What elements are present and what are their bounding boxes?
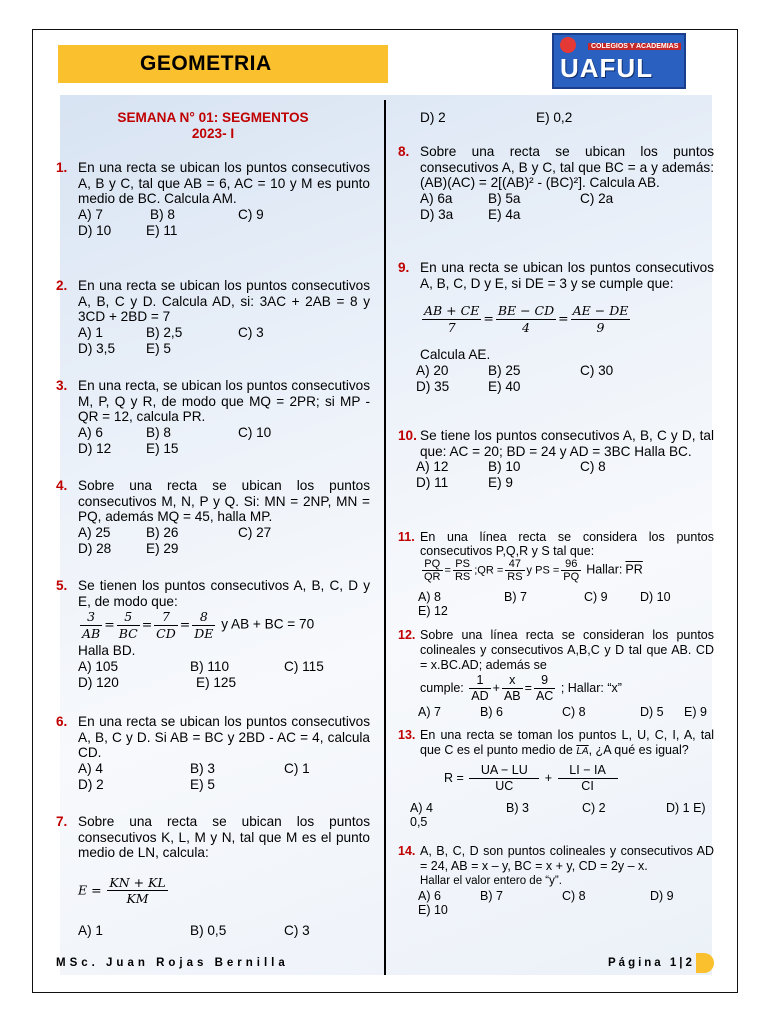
question-text: En una recta se ubican los puntos consecutivos A, B, C y D. Si AB = BC y 2BD - AC = 4, calcula CD. [78,714,370,760]
question-text: En una línea recta se considera los puntos consecutivos P,Q,R y S tal que: [420,530,714,558]
fraction: $\frac{x}{AB}$ [503,673,521,703]
option: E) 5 [190,776,215,792]
answer-options [410,801,714,829]
option: B) 8 [150,206,175,222]
segment-label: $\overline{LA}$ [576,746,589,757]
option: C) 9 [238,206,264,222]
question-8 [398,144,714,223]
answer-options [78,761,370,793]
question-2 [56,278,370,357]
option: C) 10 [238,424,272,440]
question-10 [398,428,714,491]
question-12 [398,628,714,719]
ratio-equation: $\frac{PQ}{QR}$ = $\frac{PS}{RS}$ ;QR = $\frac{47}{RS}$ y PS = $\frac{96}{PQ}$ Hallar: $\overline{PR}$ [424,558,643,583]
equation-tail: y AB + BC = 70 [221,616,315,632]
fraction: $\frac{8}{DE}$ [194,609,214,641]
answer-options [78,207,370,239]
title-bar [58,45,388,83]
option: A) 1 [78,922,103,938]
column-divider [384,100,386,975]
question-number: 1. [56,160,68,175]
section-heading [56,110,370,142]
fraction: $\frac{1}{AD}$ [471,673,489,703]
option: C) 1 [284,760,310,776]
question-5 [56,578,370,691]
option: A) 8 [418,590,441,604]
option: A) 12 [416,459,449,474]
ask-label: Hallar: [586,562,623,577]
question-text: En una recta se ubican los puntos consecutivos A, B y C, tal que AB = 6, AC = 10 y M es punto medio de BC. Calcula AM. [78,160,370,206]
option: C) 27 [238,524,272,540]
option: B) 2,5 [146,324,183,340]
uaful-logo [552,33,686,89]
answer-options [78,325,370,357]
option: E) 12 [418,604,448,618]
heading-line-2: 2023- I [191,126,235,141]
question-text: A, B, C, D son puntos colineales y consecutivos AD = 24, AB = x – y, BC = x + y, CD = 2y – x. [420,844,714,873]
question-13 [398,728,714,829]
fraction: $\frac{7}{CD}$ [156,609,176,641]
option: A) 6 [78,424,103,440]
page-number: Página 1|2 [608,957,695,969]
crest-icon [560,37,576,53]
question-text: Se tienen los puntos consecutivos A, B, C, D y E, de modo que: [78,578,370,609]
answer-options [420,110,714,126]
question-number: 4. [56,478,68,493]
answer-options [416,459,714,491]
target-segment: $\overline{PR}$ [625,562,643,577]
question-text: En una recta se ubican los puntos consecutivos A, B, C, D y E, si DE = 3 y se cumple que: [420,260,714,291]
answer-options [78,659,370,691]
question-7 [56,814,370,939]
fraction: $\frac{96}{PQ}$ [563,558,580,583]
option: B) 3 [190,760,215,776]
answer-options [420,191,714,223]
question-9 [398,260,714,395]
question-text: Se tiene los puntos consecutivos A, B, C y D, tal que: AC = 20; BD = 24 y AD = 3BC Halla BC. [420,428,714,459]
option: A) 6 [418,889,441,903]
answer-options [78,425,370,457]
option: E) 9 [488,475,513,490]
question-text: Sobre una recta se ubican los puntos consecutivos M, N, P y Q. Si: MN = 2NP, MN = PQ, además MQ = 45, halla MP. [78,478,370,524]
question-number: 9. [398,260,410,275]
ratio-equation: cumple: $\frac{1}{AD}$ + $\frac{x}{AB}$ = $\frac{9}{AC}$ ; Hallar: “x” [420,673,622,703]
question-11 [398,530,714,618]
option: B) 3 [506,801,529,815]
question-text: Sobre una recta se ubican los puntos consecutivos A, B y C, tal que BC = a y además: (AB)(AC) = 2[(AB)² - (BC)²]. Calcula AB. [420,144,714,190]
option: B) 8 [146,424,171,440]
fraction: $\frac{47}{RS}$ [507,558,523,583]
option: D) 2 [78,776,104,792]
option: C) 3 [284,922,310,938]
option: D) 1 E) [666,801,706,815]
option: B) 7 [504,590,527,604]
option: D) 3,5 [78,340,116,356]
fraction: $\frac{9}{AC}$ [535,673,554,703]
fraction: $\frac{BE - CD}{4}$ [497,303,555,335]
question-4 [56,478,370,557]
question-number: 14. [398,844,416,858]
question-number: 3. [56,378,68,393]
option: C) 30 [580,362,614,378]
option: E) 9 [684,705,707,719]
formula-lhs: E = [78,882,102,898]
answer-options [78,923,370,939]
formula-lhs: R = [444,770,464,785]
option: A) 1 [78,324,103,340]
option: B) 10 [488,459,521,474]
question-number: 6. [56,714,68,729]
page-title: GEOMETRIA [140,52,272,75]
option: C) 115 [284,658,324,674]
option: D) 9 [650,889,674,903]
page-footer [56,955,708,973]
fraction: $\frac{UA - LU}{UC}$ [469,763,539,794]
option: C) 2 [582,801,606,815]
option: A) 7 [418,705,441,719]
answer-options [78,525,370,557]
heading-line-1: SEMANA N° 01: SEGMENTOS [117,110,309,125]
fraction: $\frac{KN + KL}{KM}$ [109,874,166,906]
option: A) 20 [416,362,449,378]
question-text: Sobre una línea recta se consideran los puntos colineales y consecutivos A,B,C y D tal que AB. CD = x.BC.AD; además se [420,628,714,672]
option: E) 0,2 [536,110,573,125]
question-1 [56,160,370,239]
fraction: $\frac{AB + CE}{7}$ [424,303,480,335]
option: E) 40 [488,378,521,394]
ratio-equation: $\frac{AB + CE}{7}$ = $\frac{BE - CD}{4}$ = $\frac{AE - DE}{9}$ [424,303,629,335]
option: A) 7 [78,206,103,222]
question-text: Halla BD. [78,643,136,658]
option: D) 35 [416,378,450,394]
option: E) 11 [146,222,178,238]
logo-brand: UAFUL [560,53,654,83]
question-number: 10. [398,428,417,443]
option: E) 10 [418,903,448,917]
option: B) 0,5 [190,922,227,938]
option: B) 110 [190,658,230,674]
option: 0,5 [410,815,428,829]
option: C) 8 [562,705,586,719]
option: B) 6 [480,705,503,719]
right-column [398,110,714,940]
question-text: Hallar el valor entero de “y”. [420,875,562,887]
option: C) 2a [580,190,614,206]
option: E) 125 [196,674,237,690]
question-number: 13. [398,728,416,742]
option: C) 9 [584,590,608,604]
option: A) 25 [78,524,111,540]
option: D) 10 [640,590,671,604]
formula [78,861,370,923]
question-number: 12. [398,628,416,642]
formula: R = $\frac{UA - LU}{UC}$ + $\frac{LI - IA}{CI}$ [420,759,714,801]
option: A) 105 [78,658,119,674]
question-number: 11. [398,530,415,544]
option: D) 12 [78,440,112,456]
option: C) 3 [238,324,264,340]
option: C) 8 [580,459,606,474]
question-6 [56,714,370,793]
ask-label: ; Hallar: “x” [560,680,622,695]
question-14 [398,844,714,917]
question-text: En una recta se toman los puntos L, U, C, I, A, tal que C es el punto medio de $\overline{LA}$, ¿A qué es igual? [420,728,714,757]
logo-tagline: COLEGIOS Y ACADEMIAS [588,43,681,50]
option: A) 4 [410,801,433,815]
fraction: $\frac{AE - DE}{9}$ [572,303,629,335]
answer-options [420,889,714,917]
option: D) 2 [420,110,446,125]
option: D) 10 [78,222,112,238]
cumple-label: cumple: [420,680,464,695]
fraction: $\frac{LI - IA}{CI}$ [558,763,618,794]
answer-options [420,705,714,719]
ratio-equation: $\frac{3}{AB}$ = $\frac{5}{BC}$ = $\frac{7}{CD}$ = $\frac{8}{DE}$ y AB + BC = 70 [82,609,315,641]
option: D) 3a [420,206,454,222]
option: A) 4 [78,760,103,776]
option: B) 26 [146,524,179,540]
option: C) 8 [562,889,586,903]
option: E) 5 [146,340,171,356]
option: D) 120 [78,674,119,690]
option: A) 6a [420,190,453,206]
fraction: $\frac{3}{AB}$ [82,609,101,641]
question-number: 7. [56,814,68,829]
question-number: 8. [398,144,410,159]
author-name: MSc. Juan Rojas Bernilla [56,957,289,969]
option: E) 4a [488,206,521,222]
fraction: $\frac{PS}{RS}$ [454,558,471,583]
option: B) 7 [480,889,503,903]
left-column [56,110,370,940]
option: E) 29 [146,540,179,556]
question-number: 2. [56,278,68,293]
option: E) 15 [146,440,179,456]
question-3 [56,378,370,457]
option: B) 5a [488,190,521,206]
option: B) 25 [488,362,521,378]
question-text: En una recta, se ubican los puntos consecutivos M, P, Q y R, de modo que MQ = 2PR; si MP - QR = 12, calcula PR. [78,378,370,424]
question-text: En una recta se ubican los puntos consecutivos A, B, C y D. Calcula AD, si: 3AC + 2AB = 8 y 3CD + 2BD = 7 [78,278,370,324]
fraction: $\frac{5}{BC}$ [118,609,138,641]
question-text: Calcula AE. [420,347,491,362]
fraction: $\frac{PQ}{QR}$ [424,558,441,583]
question-text: Sobre una recta se ubican los puntos consecutivos K, L, M y N, tal que M es el punto medio de LN, calcula: [78,814,370,860]
answer-options [420,590,714,618]
option: D) 5 [640,705,664,719]
answer-options [416,362,714,395]
question-7-continued [398,110,714,126]
option: D) 28 [78,540,112,556]
question-number: 5. [56,578,68,593]
option: D) 11 [416,475,449,490]
